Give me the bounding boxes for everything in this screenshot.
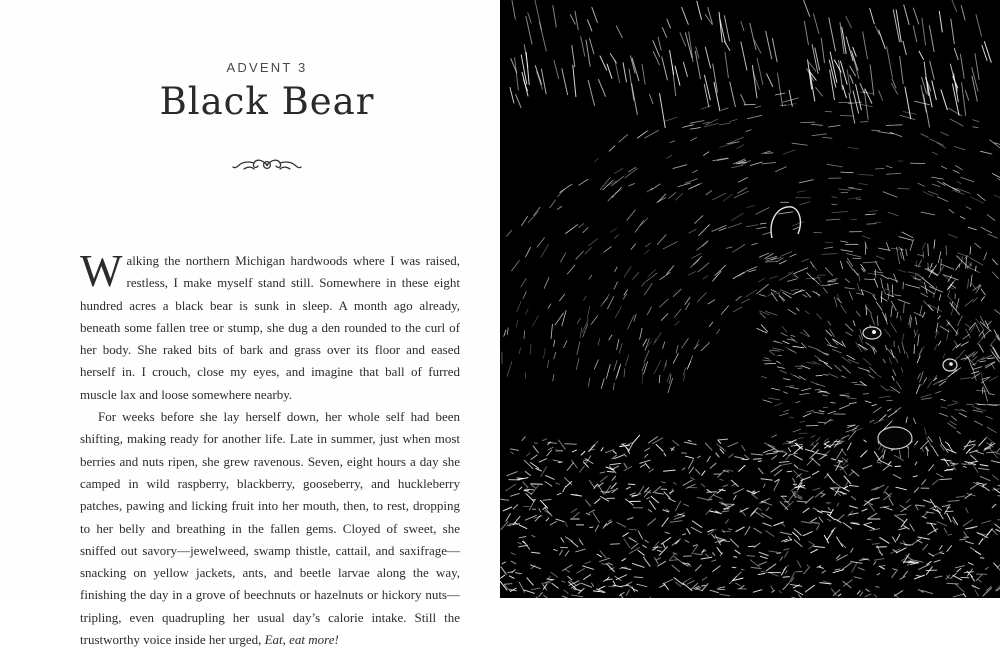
text-page bbox=[0, 0, 501, 598]
paragraph-2-text: For weeks before she lay herself down, her whole self had been shifting, making ready for another life. Late in summer, just when most berries and nuts ripen, she grew ravenous. Seven, eight hours a day she camped in wild raspberry, blackberry, gooseberry, and huckleberry patches, pawing and licking fruit into her mouth, then, to rest, dropping to her belly and breathing in the fallen gems. Cloyed of sweet, she sniffed out savory—jewelweed, swamp thistle, cattail, and saxifrage—snacking on yellow jackets, ants, and beetle larvae along the way, finishing the day in a grove of beechnuts or hazelnuts or hickory nuts—tripling, even quadrupling her usual day’s calorie intake. Still the trustworthy voice inside her urged, bbox=[80, 409, 460, 647]
paragraph-2 bbox=[80, 406, 460, 651]
bear-eye-right bbox=[943, 359, 957, 371]
paragraph-1-text: alking the northern Michigan hardwoods where I was raised, restless, I make myself stand still. Somewhere in these eight hundred acres a black bear is sunk in sleep. A month ago already, beneath some fallen tree or stump, she dug a den rounded to the curl of her body. She raked bits of bark and grass over its floor and eased herself in. I crouch, close my eyes, and imagine that ball of furred muscle lax and loose somewhere nearby. bbox=[80, 253, 460, 402]
chapter-title: Black Bear bbox=[0, 80, 534, 123]
paragraph-2-emphasis: Eat, eat more! bbox=[265, 632, 339, 647]
illustration-page bbox=[500, 0, 1000, 598]
paragraph-1 bbox=[80, 250, 460, 406]
bear-nose bbox=[878, 427, 912, 449]
chapter-body bbox=[80, 250, 460, 651]
chapter-kicker: ADVENT 3 bbox=[0, 60, 534, 75]
black-bear-illustration bbox=[500, 0, 1000, 598]
ornament-flourish-icon bbox=[232, 157, 302, 173]
drop-cap: W bbox=[80, 253, 122, 289]
bear-eye-left bbox=[863, 327, 881, 339]
